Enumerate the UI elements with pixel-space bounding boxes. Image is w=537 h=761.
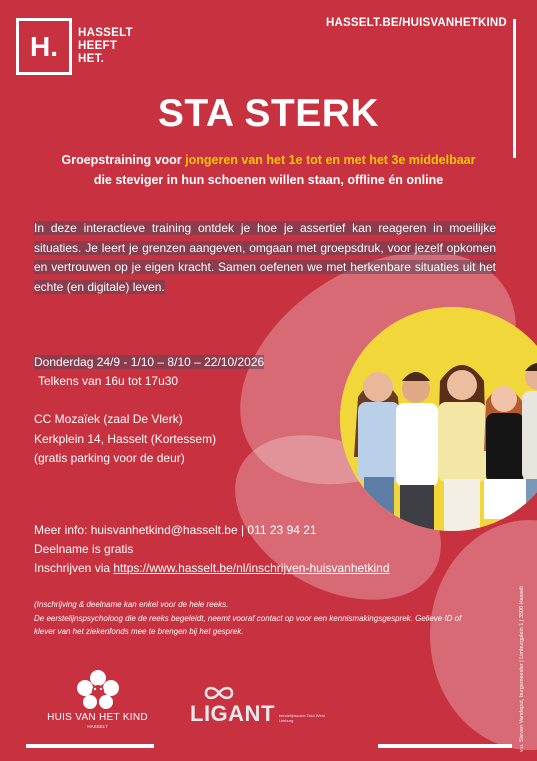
info-block: [34, 521, 390, 578]
intro-text: In deze interactieve training ontdek je hoe je assertief kan reageren in moeilijke situaties. Je leert je grenzen aangeven, omgaan met groepsdruk, voor jezelf opkomen en vertrouwen op je eigen kracht. Samen oefenen we met herkenbare situaties uit het echte (en digitale) leven.: [34, 221, 496, 294]
logo-line: HET.: [78, 53, 105, 65]
register-line: [34, 559, 390, 578]
venue-parking: (gratis parking voor de deur): [34, 451, 185, 465]
subtitle-highlight: jongeren van het 1e tot en met het 3e middelbaar: [185, 153, 476, 167]
hasselt-logo-text: [78, 27, 133, 66]
page-title: STA STERK: [157, 92, 380, 135]
ligant-sub: eerstelijnszone Zuid-West Limburg: [278, 713, 325, 723]
contact-info: Meer info: huisvanhetkind@hasselt.be | 011 23 94 21: [34, 523, 317, 537]
hasselt-logo: [16, 18, 133, 75]
venue-name: CC Mozaïek (zaal De Vlerk): [34, 412, 183, 426]
subtitle-line-2: die steviger in hun schoenen willen staan, offline én online: [93, 173, 444, 187]
intro-paragraph: [34, 219, 496, 297]
subtitle-line-1: [20, 150, 517, 170]
flower-icon: [73, 668, 123, 710]
ligant-logo: [190, 685, 337, 727]
decorative-bar: [26, 744, 154, 748]
free-participation: Deelname is gratis: [34, 542, 134, 556]
ligant-name: LIGANT: [190, 701, 275, 726]
footnotes: [34, 598, 484, 639]
header-url: HASSELT.BE/HUISVANHETKIND: [326, 17, 507, 29]
huis-van-het-kind-logo: [40, 668, 155, 729]
subtitle-pre: Groepstraining voor: [61, 153, 186, 167]
hasselt-logo-mark: H.: [16, 18, 72, 75]
hvhk-name: HUIS VAN HET KIND: [47, 712, 148, 723]
schedule-dates: Donderdag 24/9 - 1/10 – 8/10 – 22/10/2026: [34, 355, 265, 369]
subtitle: [20, 150, 517, 190]
register-link[interactable]: https://www.hasselt.be/nl/inschrijven-huisvanhetkind: [113, 561, 390, 575]
infinity-icon: [204, 685, 234, 701]
hvhk-sub: HASSELT: [87, 724, 108, 729]
schedule-time: Telkens van 16u tot 17u30: [38, 374, 179, 388]
schedule: [34, 353, 264, 391]
logo-line: HEEFT: [78, 40, 118, 52]
decorative-bar: [513, 19, 516, 158]
logo-line: HASSELT: [78, 27, 133, 39]
register-label: Inschrijven via: [34, 561, 114, 575]
footnote-2: De eerstelijnspsycholoog die de reeks begeleidt, neemt vooraf contact op voor een kennismakingsgesprek. Gelieve ID of klever van het ziekenfonds mee te brengen bij het gesprek.: [34, 613, 462, 636]
footnote-1: (Inschrijving & deelname kan enkel voor de hele reeks.: [34, 600, 229, 609]
venue-address: Kerkplein 14, Hasselt (Kortessem): [34, 431, 217, 446]
decorative-bar: [378, 744, 512, 748]
venue: [34, 410, 216, 469]
publisher-info: v.u. Steven Vandeput, burgemeester | Limburgplein 1 | 3500 Hasselt: [519, 586, 525, 752]
